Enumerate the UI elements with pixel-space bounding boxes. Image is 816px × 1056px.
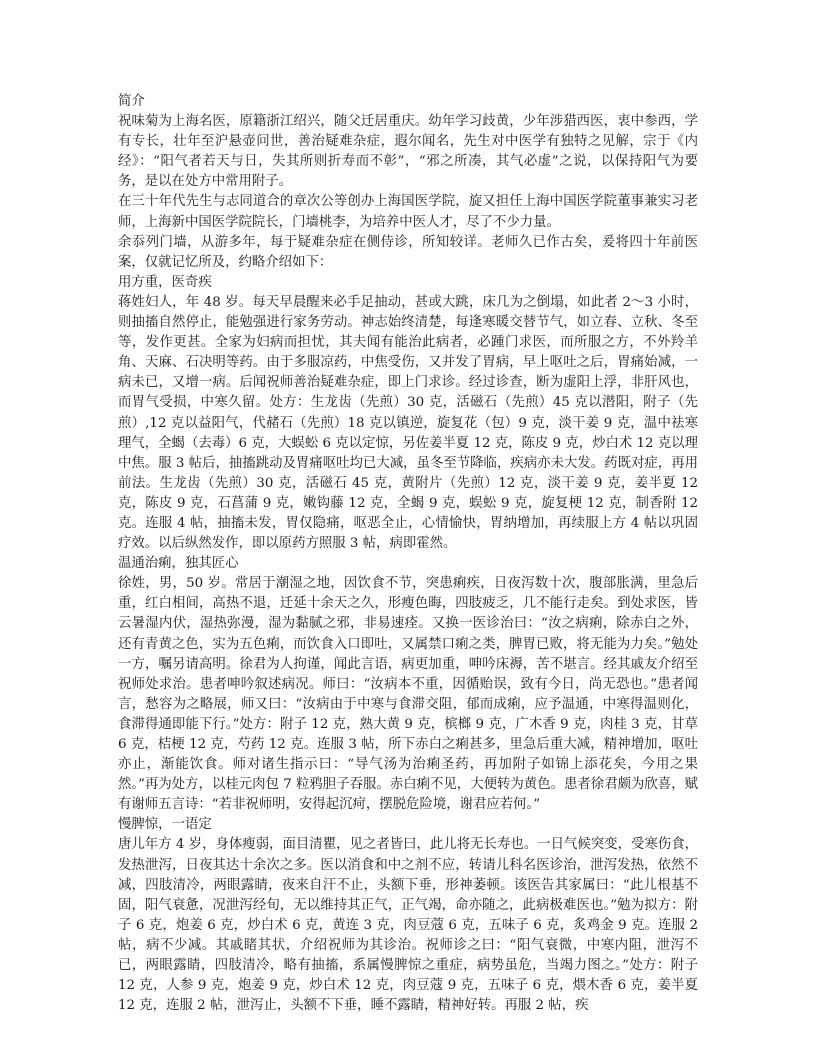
section-intro [118, 92, 698, 273]
paragraph: 唐儿年方 4 岁，身体瘦弱，面目清瞿，见之者皆曰，此儿将无长寿也。一日气候突变，受寒伤食，发热泄泻，日夜其达十余次之多。医以消食和中之剂不应，转请儿科名医诊治，泄泻发热，依然不减，四肢清冷，两眼露睛，夜来自汗不止，头额下垂，形神萎顿。该医告其家属曰：“此儿根基不固，阳气衰惫，况泄泻经旬，无以维持其正气，正气竭，命亦随之，此病极难医也。”勉为拟方：附子 6 克，炮姜 6 克，炒白术 6 克，黄连 3 克，肉豆蔻 6 克，五味子 6 克，炙鸡金 9 克。连服 2 帖，病不少减。其戚睹其状，介绍祝师为其诊治。祝师诊之曰：“阳气衰微，中寒内阻，泄泻不已，两眼露睛，四肢清冷，略有抽搐，系属慢脾惊之重症，病势虽危，当竭力图之。”处方：附子 12 克，人参 9 克，炮姜 9 克，炒白术 12 克，肉豆蔻 9 克，五味子 6 克，煨木香 6 克，姜半夏 12 克，连服 2 帖，泄泻止，头额不下垂，睡不露睛，精神好转。再服 2 帖，疾 [118, 837, 698, 1014]
paragraph: 在三十年代先生与志同道合的章次公等创办上海国医学院，旋又担任上海中国医学院董事兼实习老师，上海新中国医学院院长，门墙桃李，为培养中医人才，尽了不少力量。 [118, 194, 698, 230]
section-heading: 简介 [118, 94, 145, 109]
section-heading: 温通治痢，独其匠心 [118, 556, 239, 572]
paragraph: 徐姓，男，50 岁。常居于潮湿之地，因饮食不节，突患痢疾，日夜泻数十次，腹部胀满，里急后重，红白相间，高热不退，迁延十余天之久，形瘦色晦，四肢疲乏，几不能行走矣。到处求医，皆云暑湿内伏，湿热弥漫，湿为黏腻之邪，非易速痊。又换一医诊治曰：“汝之病痢，除赤白之外，还有青黄之色，实为五色痢，而饮食入口即吐，又属禁口痢之类，脾胃已败，将无能为力矣。”勉处一方，嘱另请高明。徐君为人拘谨，闻此言语，病更加重，呻吟床褥，苦不堪言。经其戚友介绍至祝师处求治。患者呻吟叙述病况。师曰：“汝病本不重，因循贻误，致有今日，尚无恐也。”患者闻言，愁容为之略展，师又曰：“汝病由于中寒与食滞交阻，郁而成痢，应予温通，中寒得温则化，食滞得通即能下行。”处方：附子 12 克，熟大黄 9 克，槟榔 9 克，广木香 9 克，肉桂 3 克，甘草 6 克，桔梗 12 克，芍药 12 克。连服 3 帖，所下赤白之痢甚多，里急后重大减，精神增加，呕吐亦止，渐能饮食。师对诸生指示曰：“导气汤为治痢圣药，再加附子如锦上添花矣，今用之果然。”再为处方，以桂元肉包 7 粒鸦胆子吞服。赤白痢不见，大便转为黄色。患者徐君颇为欣喜，赋有谢师五言诗：“若非祝师明，安得起沉疴，摆脱危险境，谢君应若何。” [118, 576, 698, 813]
paragraph: 余忝列门墙，从游多年，每于疑难杂症在侧侍诊，所知较详。老师久已作古矣，爰将四十年前医案，仅就记忆所及，约略介绍如下： [118, 234, 698, 270]
section-heading: 用方重，医奇疾 [118, 274, 212, 290]
section-heading: 慢脾惊，一语定 [118, 817, 212, 833]
document-page [118, 92, 698, 1016]
paragraph: 祝味菊为上海名医，原籍浙江绍兴，随父迁居重庆。幼年学习歧黄，少年涉猎西医，衷中参西，学有专长，壮年至沪悬壶问世，善治疑难杂症，遐尔闻名，先生对中医学有独特之见解，宗于《内经》：“阳气者若天与日，失其所则折寿而不彰”，“邪之所凑，其气必虚”之说，以保持阳气为要务，是以在处方中常用附子。 [118, 114, 698, 190]
paragraph: 蒋姓妇人，年 48 岁。每天早晨醒来必手足抽动，甚或大跳，床几为之倒塌，如此者 2～3 小时，则抽搐自然停止，能勉强进行家务劳动。神志始终清楚，每逢寒暖交替节气，如立春、立秋、冬至等，发作更甚。全家为妇病而担忧，其夫闻有能治此病者，必踵门求医，而所服之方，不外羚羊角、天麻、石决明等药。由于多服凉药，中焦受伤，又并发了胃病，早上呕吐之后，胃痛始减，一病未已，又增一病。后闻祝师善治疑难杂症，即上门求诊。经过诊查，断为虚阳上浮，非肝风也，而胃气受损，中寒久留。处方：生龙齿（先煎）30 克，活磁石（先煎）45 克以潜阳，附子（先煎）,12 克以益阳气，代赭石（先煎）18 克以镇逆，旋复花（包）9 克，淡干姜 9 克，温中祛寒理气，全蝎（去毒）6 克，大蜈蚣 6 克以定惊，另佐姜半夏 12 克，陈皮 9 克，炒白术 12 克以理中焦。服 3 帖后，抽搐跳动及胃痛呕吐均已大减，虽冬至节降临，疾病亦未大发。药既对症，再用前法。生龙齿（先煎）30 克，活磁石 45 克，黄附片（先煎）12 克，淡干姜 9 克，姜半夏 12 克，陈皮 9 克，石菖蒲 9 克，嫩钩藤 12 克，全蝎 9 克，蜈蚣 9 克，旋复梗 12 克，制香附 12 克。连服 4 帖，抽搐未发，胃仅隐痛，呕恶全止，心情愉快，胃纳增加，再续服上方 4 帖以巩固疗效。以后纵然发作，即以原药方照服 3 帖，病即霍然。 [118, 294, 699, 552]
section-case-1 [118, 273, 698, 554]
section-case-3 [118, 815, 698, 1016]
section-case-2 [118, 554, 698, 815]
